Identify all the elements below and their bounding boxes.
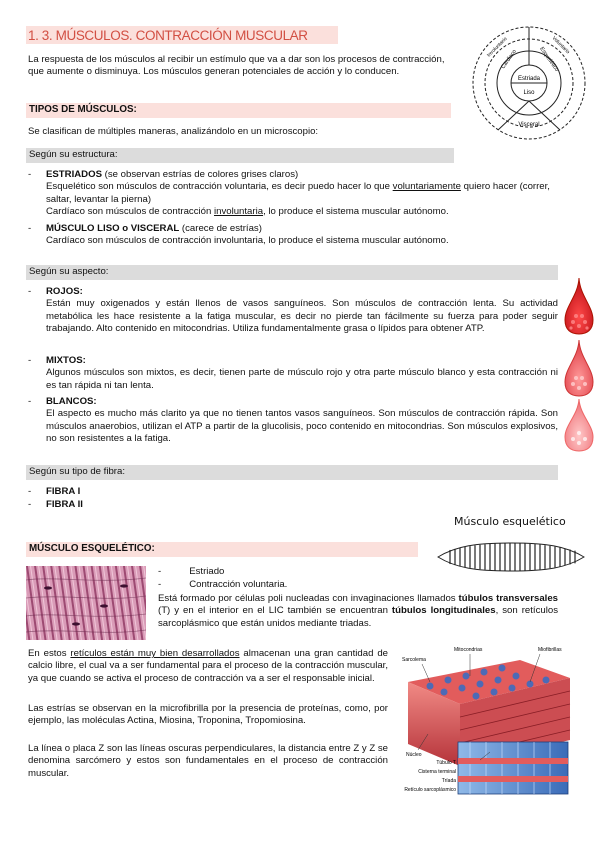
liso-text: Cardíaco son músculos de contracción involuntaria, lo produce el sistema muscular autónomo. — [46, 235, 449, 247]
section-heading-esqueletico: MÚSCULO ESQUELÉTICO: — [26, 542, 418, 557]
red-muscle-drop-image — [563, 276, 595, 336]
term-rojos: ROJOS: — [46, 286, 83, 297]
skeletal-diagram-caption: Músculo esquelético — [454, 515, 566, 528]
dash-bullet: - — [28, 223, 32, 234]
label-triada: Tríada — [441, 778, 456, 784]
label-miofibrillas: Miofibrillas — [538, 647, 562, 653]
label-mitocondrias: Mitocondrias — [454, 647, 483, 653]
label-liso: Liso — [523, 90, 535, 96]
estriados-note: (se observan estrías de colores grises claros) — [101, 169, 299, 180]
list-item-fibra-2: - FIBRA II — [28, 499, 83, 510]
term-estriados: ESTRIADOS — [46, 169, 102, 180]
dash-bullet: - — [28, 169, 32, 180]
label-cisterna: Cisterna terminal — [418, 769, 456, 775]
label-sarcolema: Sarcolema — [402, 657, 426, 663]
list-item-estriados — [28, 169, 556, 219]
term-liso: MÚSCULO LISO o VISCERAL — [46, 223, 180, 234]
white-muscle-drop-image — [563, 397, 595, 453]
esq-text-2: quiero hacer (correr, saltar, levantar la pierna) — [46, 181, 550, 205]
card-text-2: , lo produce el sistema muscular autónomo. — [263, 206, 449, 218]
subheading-estructura: Según su estructura: — [26, 148, 454, 163]
term-blancos: BLANCOS: — [46, 396, 97, 407]
card-underline: involuntaria — [213, 206, 264, 218]
esqueletico-paragraph-1: Está formado por células poli nucleadas con invaginaciones llamados túbulos transversales (T) y en el interior en el LIC también se encuentran túbulos longitudinales, son retículos sarcoplásmico que están unidos mediante triadas. — [158, 593, 558, 629]
rojos-text: Están muy oxigenados y están llenos de vasos sanguíneos. Son músculos de contracción lenta. Su actividad metabólica les hace resistente a la fatiga muscular, es decir no pierde tan fácilmente su fuerza para poder seguir trabajando. Alto contenido en mitocondrias. Utiliza fundamentalmente grasa o lípidos para obtener ATP. — [46, 298, 558, 335]
esqueletico-paragraph-4: La línea o placa Z son las líneas oscuras perpendiculares, la distancia entre Z y Z se denomina sarcómero y estos son fundamentales en el proceso de contracción muscular. — [28, 743, 388, 779]
label-estriada: Estriada — [517, 76, 541, 82]
label-cardiaco: Cardiaco — [500, 48, 518, 71]
label-reticulo: Retículo sarcoplásmico — [404, 787, 456, 793]
subheading-aspecto: Según su aspecto: — [26, 265, 558, 280]
label-nucleo: Núcleo — [406, 752, 422, 758]
page-title: 1. 3. MÚSCULOS. CONTRACCIÓN MUSCULAR — [28, 28, 308, 43]
liso-note: (carece de estrías) — [179, 223, 262, 234]
blancos-text: El aspecto es mucho más clarito ya que no tienen tantos vasos sanguíneos. Son músculos de contracción rápida. Son músculos anaerobios, utilizan el ATP a partir de la glucolisis, poco contenido en mitocondrias. Son músculos explosivos, no son resistentes a la fatiga. — [46, 408, 558, 445]
label-tubulo-t: Túbulo T — [436, 760, 456, 766]
card-text-1: Cardíaco son músculos de contracción — [46, 206, 214, 218]
list-item-rojos: - ROJOS: Están muy oxigenados y están llenos de vasos sanguíneos. Son músculos de contracción lenta. Su actividad metabólica les hace resistente a la fatiga muscular, es decir no pierde tan fácilmente su fuerza para poder seguir trabajando. Alto contenido en mitocondrias. Utiliza fundamentalmente grasa o lípidos para obtener ATP. — [28, 286, 558, 335]
muscle-classification-diagram — [470, 24, 588, 142]
skeletal-muscle-histology-image — [26, 566, 146, 640]
list-item-liso — [28, 223, 558, 248]
term-mixtos: MIXTOS: — [46, 355, 86, 366]
esq-text-1: Esquelético son músculos de contracción voluntaria, es decir puedo hacer lo que — [46, 181, 393, 193]
label-voluntario: Voluntario — [550, 35, 571, 56]
label-involuntario: Involuntario — [486, 36, 509, 59]
label-visceral: Visceral — [518, 122, 540, 128]
section-heading-tipos: TIPOS DE MÚSCULOS: — [26, 103, 451, 118]
mixtos-text: Algunos músculos son mixtos, es decir, tienen parte de músculo rojo y otra parte músculo blanco y esta contracción ni es tan rápida ni tan lenta. — [46, 367, 558, 391]
subheading-fibra: Según su tipo de fibra: — [26, 465, 558, 480]
esq-underline: voluntariamente — [392, 181, 461, 193]
bullet-contraccion: - Contracción voluntaria. — [158, 579, 288, 590]
skeletal-muscle-fiber-sketch — [436, 542, 586, 572]
muscle-fiber-structure-diagram — [400, 642, 586, 800]
list-item-mixtos: - MIXTOS: Algunos músculos son mixtos, es decir, tienen parte de músculo rojo y otra parte músculo blanco y esta contracción ni es tan rápida ni tan lenta. — [28, 355, 558, 391]
list-item-fibra-1: - FIBRA I — [28, 486, 81, 497]
bullet-estriado: - Estriado — [158, 566, 225, 577]
tipos-text: Se clasifican de múltiples maneras, analizándolo en un microscopio: — [28, 126, 319, 137]
esqueletico-paragraph-2: En estos retículos están muy bien desarrollados almacenan una gran cantidad de calcio libre, el cual va a ser fundamental para el proceso de la contracción muscular, ya que cuando se activa el proceso de contracción va a ser el responsable inicial. — [28, 648, 388, 684]
mixed-muscle-drop-image — [563, 338, 595, 398]
list-item-blancos: - BLANCOS: El aspecto es mucho más clarito ya que no tienen tantos vasos sanguíneos. Son músculos de contracción rápida. Son músculos anaerobios, utilizan el ATP a partir de la glucolisis, poco contenido en mitocondrias. Son músculos explosivos, no son resistentes a la fatiga. — [28, 396, 558, 445]
intro-paragraph: La respuesta de los músculos al recibir un estímulo que va a dar son los procesos de contracción, que aumente o disminuya. Los músculos generan potenciales de acción y lo conducen. — [28, 54, 445, 78]
esqueletico-paragraph-3: Las estrías se observan en la microfibrilla por la presencia de proteínas, como, por ejemplo, las moléculas Actina, Miosina, Troponina, Tropomiosina. — [28, 703, 388, 727]
label-esqueletico: Esquelético — [538, 46, 560, 73]
